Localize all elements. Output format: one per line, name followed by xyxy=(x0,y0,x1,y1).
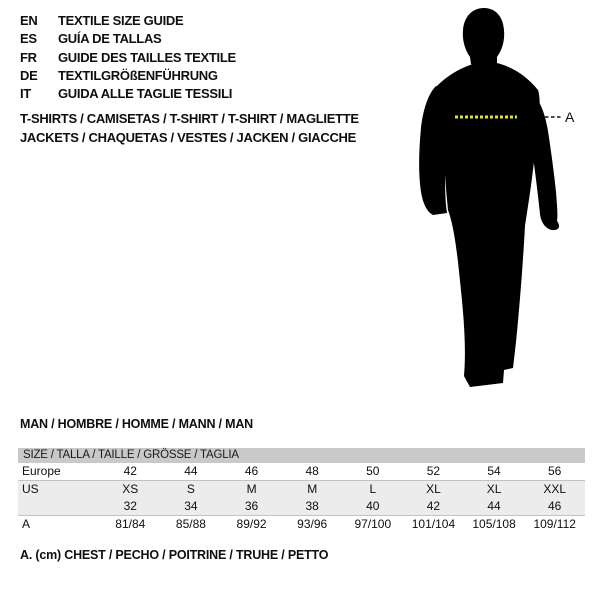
measure-label-a: A xyxy=(565,109,575,125)
table-row-us xyxy=(18,481,585,498)
table-cell: 48 xyxy=(305,464,319,478)
table-cell: 101/104 xyxy=(411,517,456,531)
table-cell: XL xyxy=(486,482,502,496)
table-cell: 46 xyxy=(244,464,259,478)
language-label: GUIDA ALLE TAGLIE TESSILI xyxy=(58,86,233,102)
table-cell: XXL xyxy=(543,482,567,496)
table-cell: 32 xyxy=(123,499,137,513)
table-cell: 34 xyxy=(184,499,198,513)
man-silhouette xyxy=(419,8,559,387)
table-cell: 50 xyxy=(366,464,380,478)
table-cell: 54 xyxy=(487,464,501,478)
table-cell: 52 xyxy=(426,464,441,478)
table-cell: 36 xyxy=(244,499,259,513)
table-cell: 44 xyxy=(184,464,198,478)
row-label: A xyxy=(22,517,31,531)
language-row xyxy=(20,49,236,67)
language-row xyxy=(20,67,236,85)
table-cell: M xyxy=(307,482,318,496)
garment-types-line1: T-SHIRTS / CAMISETAS / T-SHIRT / T-SHIRT / MAGLIETTE xyxy=(20,111,359,126)
measurement-footnote: A. (cm) CHEST / PECHO / POITRINE / TRUHE / PETTO xyxy=(20,548,329,562)
table-row-europe xyxy=(18,463,585,480)
language-row xyxy=(20,30,236,48)
language-code: DE xyxy=(20,67,38,83)
table-cell: 40 xyxy=(366,499,380,513)
language-code: FR xyxy=(20,49,37,65)
garment-types xyxy=(20,110,359,147)
table-cell: 38 xyxy=(305,499,319,513)
table-cell: 81/84 xyxy=(115,517,146,531)
language-code: ES xyxy=(20,31,37,47)
row-label xyxy=(18,498,100,515)
table-row-us-numeric xyxy=(18,498,585,515)
table-cell: M xyxy=(246,482,257,496)
table-cell: S xyxy=(186,482,195,496)
table-cell: 42 xyxy=(426,499,441,513)
size-table xyxy=(18,448,585,533)
table-cell: L xyxy=(369,482,377,496)
table-cell: 109/112 xyxy=(533,517,576,531)
man-figure-diagram xyxy=(400,0,600,400)
table-cell: XS xyxy=(122,482,139,496)
language-code: IT xyxy=(20,86,31,102)
language-label: TEXTILGRÖßENFÜHRUNG xyxy=(58,67,218,83)
row-label: Europe xyxy=(22,464,61,478)
language-guide-list xyxy=(20,12,236,103)
man-silhouette-svg xyxy=(400,0,600,400)
table-cell: 105/108 xyxy=(472,517,516,531)
table-row-chest-a xyxy=(18,516,585,533)
table-cell: 93/96 xyxy=(297,517,328,531)
language-label: GUIDE DES TAILLES TEXTILE xyxy=(58,49,236,65)
table-cell: 89/92 xyxy=(236,517,267,531)
table-cell: 42 xyxy=(123,464,137,478)
table-cell: 85/88 xyxy=(175,517,206,531)
size-table-header: SIZE / TALLA / TAILLE / GRÖSSE / TAGLIA xyxy=(18,448,585,463)
section-title-man: MAN / HOMBRE / HOMME / MANN / MAN xyxy=(20,417,253,431)
language-label: TEXTILE SIZE GUIDE xyxy=(58,13,184,28)
table-cell: 44 xyxy=(487,499,501,513)
table-cell: 56 xyxy=(548,464,562,478)
table-cell: 46 xyxy=(548,499,562,513)
language-row xyxy=(20,85,236,103)
row-label: US xyxy=(22,482,39,496)
language-row xyxy=(20,12,236,30)
table-cell: XL xyxy=(426,482,441,496)
table-cell: 97/100 xyxy=(354,517,392,531)
language-code: EN xyxy=(20,13,38,28)
garment-types-line2: JACKETS / CHAQUETAS / VESTES / JACKEN / GIACCHE xyxy=(20,129,356,145)
language-label: GUÍA DE TALLAS xyxy=(58,31,162,47)
table-shaded-band xyxy=(18,480,585,516)
